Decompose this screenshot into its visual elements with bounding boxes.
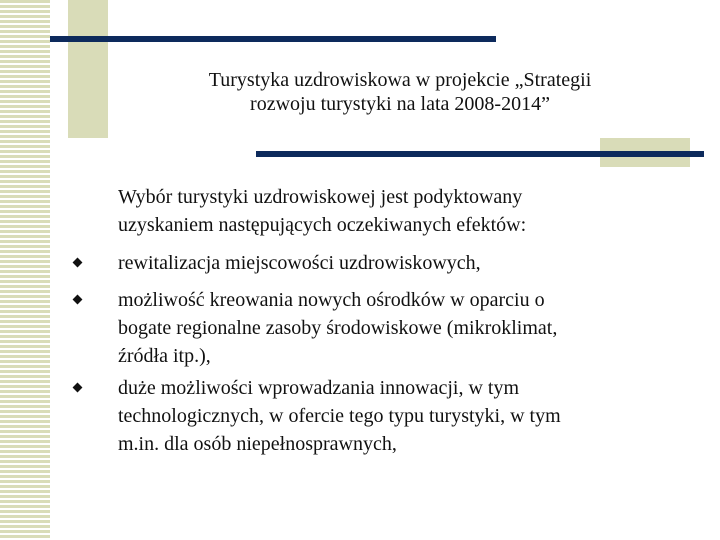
bullet-item [118,249,678,277]
slide-title [120,68,680,116]
intro-line: Wybór turystyki uzdrowiskowej jest podyktowany [118,186,523,208]
bullet-item [118,374,678,458]
decorative-bottom-bar [256,151,704,157]
intro-paragraph [118,183,678,239]
bullet-line: duże możliwości wprowadzania innowacji, w tym [118,377,519,399]
slide-title-line: Turystyka uzdrowiskowa w projekcie „Strategii [208,69,592,91]
bullet-item [118,286,678,370]
diamond-bullet-icon [73,383,83,393]
bullet-line: bogate regionalne zasoby środowiskowe (mikroklimat, [118,317,558,339]
bullet-line: źródła itp.), [118,345,211,367]
diamond-bullet-icon [73,295,83,305]
diamond-bullet-icon [73,258,83,268]
bullet-line: m.in. dla osób niepełnosprawnych, [118,433,397,455]
slide-title-line: rozwoju turystyki na lata 2008-2014” [250,93,550,115]
intro-line: uzyskaniem następujących oczekiwanych efektów: [118,214,527,236]
bullet-line: możliwość kreowania nowych ośrodków w oparciu o [118,289,545,311]
bullet-line: technologicznych, w ofercie tego typu turystyki, w tym [118,405,561,427]
decorative-stripes [0,0,50,540]
bullet-line: rewitalizacja miejscowości uzdrowiskowych, [118,252,481,274]
decorative-top-bar [50,36,496,42]
decorative-beige-block [68,0,108,138]
